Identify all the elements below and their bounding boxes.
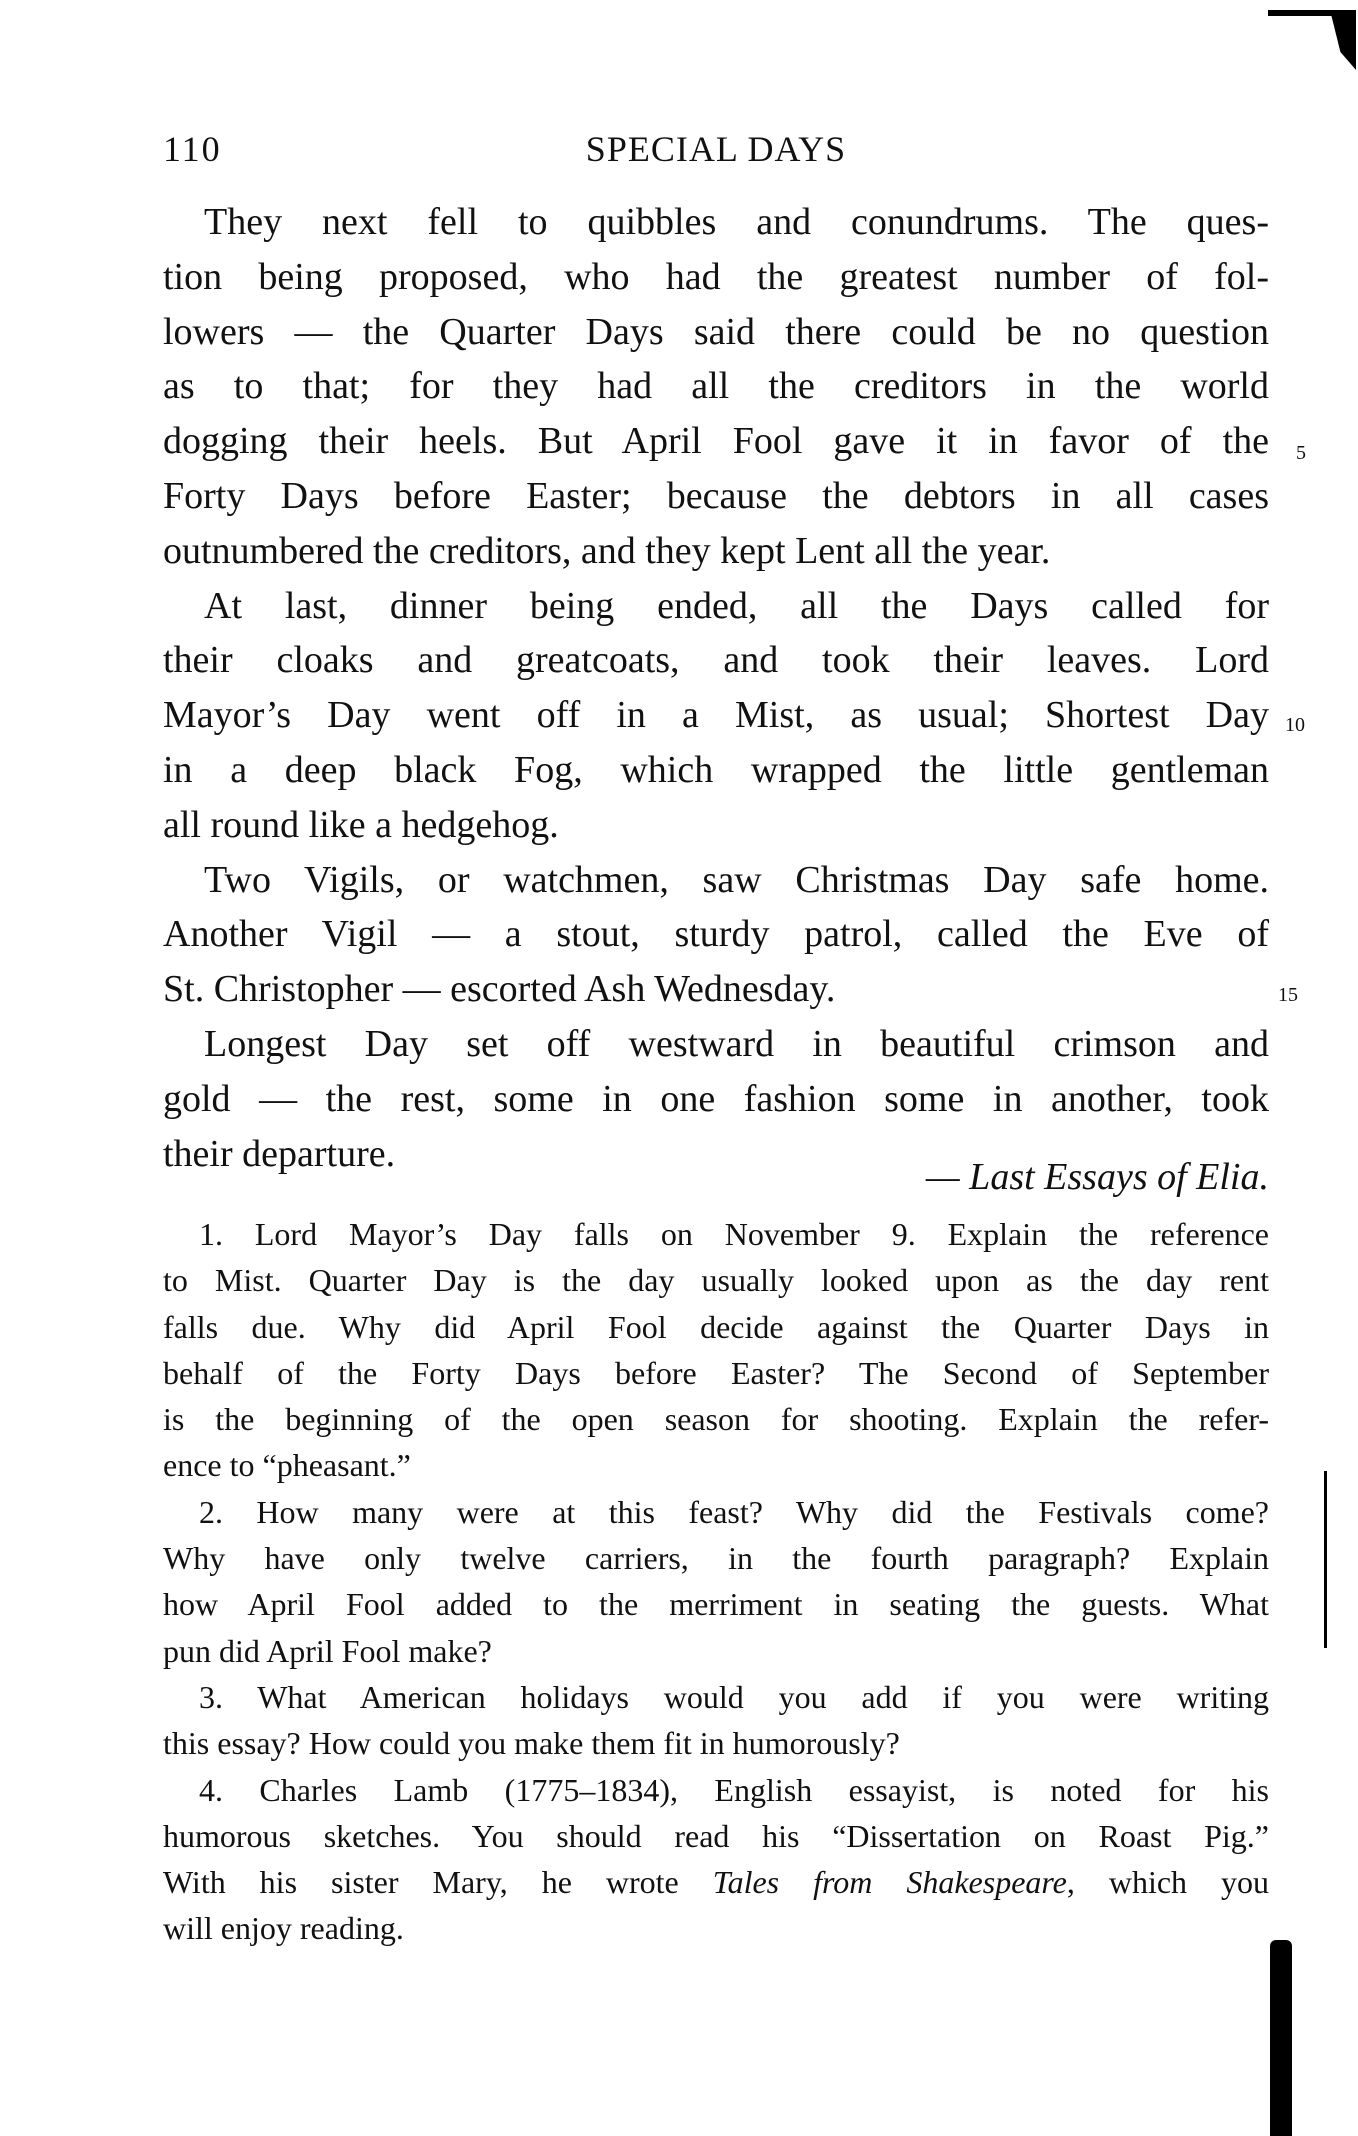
text-segment: , which you — [1066, 1864, 1270, 1901]
essay-line: Mayor’s Day went off in a Mist, as usual; Shortest Day — [163, 694, 1269, 737]
essay-paragraph — [163, 195, 1269, 579]
question-line: 1. Lord Mayor’s Day falls on November 9. Explain the reference — [199, 1216, 1269, 1252]
scan-smudge-bottom — [1270, 1940, 1292, 2136]
question-line: this essay? How could you make them fit in humorously? — [163, 1725, 900, 1762]
question-line: how April Fool added to the merriment in seating the guests. What — [163, 1586, 1269, 1623]
question-line: falls due. Why did April Fool decide against the Quarter Days in — [163, 1308, 1269, 1345]
question-line: humorous sketches. You should read his “Dissertation on Roast Pig.” — [163, 1817, 1269, 1854]
essay-line: St. Christopher — escorted Ash Wednesday. — [163, 968, 836, 1011]
essay-line: their departure. — [163, 1132, 396, 1175]
question-line: 3. What American holidays would you add if you were writing — [199, 1678, 1269, 1715]
page-header — [163, 128, 1269, 178]
question-line: 4. Charles Lamb (1775–1834), English essayist, is noted for his — [199, 1771, 1269, 1808]
question-line — [163, 1859, 1269, 1905]
scan-mark-top — [1268, 10, 1338, 16]
question-paragraph — [163, 1674, 1269, 1767]
question-paragraph — [163, 1211, 1269, 1489]
essay-line: tion being proposed, who had the greatest number of fol- — [163, 255, 1269, 298]
essay-line: their cloaks and greatcoats, and took their leaves. Lord — [163, 639, 1269, 682]
question-line: behalf of the Forty Days before Easter? The Second of September — [163, 1354, 1269, 1391]
essay-line: gold — the rest, some in one fashion some in another, took — [163, 1077, 1269, 1120]
question-line: 2. How many were at this feast? Why did the Festivals come? — [199, 1493, 1269, 1530]
essay-line: Longest Day set off westward in beautiful crimson and — [204, 1022, 1269, 1065]
essay-paragraph — [163, 853, 1269, 1017]
scan-line-right — [1324, 1471, 1327, 1648]
question-line: ence to “pheasant.” — [163, 1447, 411, 1484]
essay-line: They next fell to quibbles and conundrums. The ques- — [204, 201, 1269, 243]
essay-line: Another Vigil — a stout, sturdy patrol, called the Eve of — [163, 913, 1269, 956]
question-line: will enjoy reading. — [163, 1910, 404, 1947]
line-number-5: 5 — [1296, 442, 1306, 464]
line-number-10: 10 — [1285, 714, 1305, 736]
essay-line: At last, dinner being ended, all the Days called for — [204, 584, 1269, 627]
question-paragraph — [163, 1489, 1269, 1674]
essay-text — [163, 195, 1269, 1198]
page-number: 110 — [163, 129, 222, 169]
essay-line: all round like a hedgehog. — [163, 803, 559, 846]
question-paragraph — [163, 1767, 1269, 1952]
text-segment: With his sister Mary, he wrote — [163, 1864, 713, 1901]
question-line: pun did April Fool make? — [163, 1632, 492, 1669]
scan-mark-corner — [1330, 10, 1356, 70]
question-line: is the beginning of the open season for shooting. Explain the refer- — [163, 1401, 1269, 1438]
essay-line: Forty Days before Easter; because the debtors in all cases — [163, 474, 1269, 517]
essay-line: Two Vigils, or watchmen, saw Christmas Day safe home. — [204, 858, 1269, 901]
essay-line: in a deep black Fog, which wrapped the little gentleman — [163, 748, 1269, 791]
essay-paragraph — [163, 579, 1269, 853]
study-questions — [163, 1211, 1269, 1952]
essay-line: outnumbered the creditors, and they kept Lent all the year. — [163, 529, 1051, 572]
attribution: — Last Essays of Elia. — [925, 1156, 1269, 1198]
question-line: to Mist. Quarter Day is the day usually looked upon as the day rent — [163, 1262, 1269, 1299]
question-line: Why have only twelve carriers, in the fourth paragraph? Explain — [163, 1540, 1269, 1577]
essay-line: lowers — the Quarter Days said there could be no question — [163, 310, 1269, 353]
line-number-15: 15 — [1278, 984, 1298, 1006]
running-head: SPECIAL DAYS — [585, 129, 847, 169]
essay-line: dogging their heels. But April Fool gave it in favor of the — [163, 420, 1269, 463]
book-title: Tales from Shakespeare — [712, 1864, 1067, 1901]
essay-line: as to that; for they had all the creditors in the world — [163, 365, 1269, 408]
